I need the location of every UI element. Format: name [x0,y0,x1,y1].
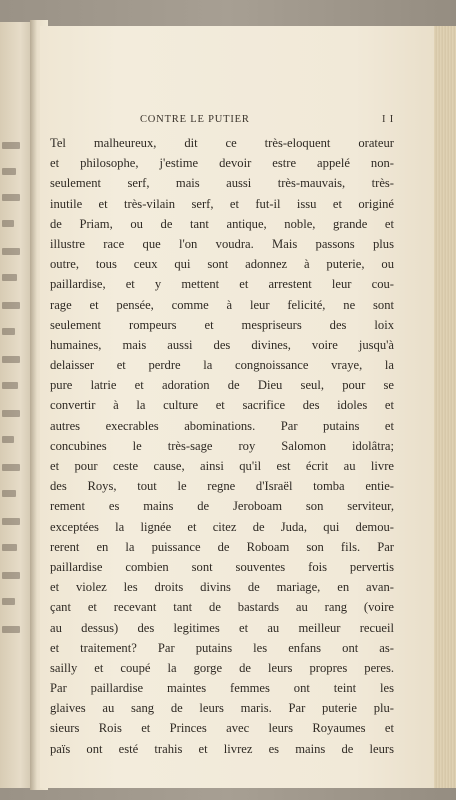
text-line: païs ont esté trahis et livrez es mains de leurs [50,741,394,756]
text-line: pure latrie et adoration de Dieu seul, pour se [50,378,394,393]
page-number: I I [381,114,394,125]
text-line: paillardise combien sont souventes fois pervertis [50,559,394,574]
bleed-through-text [2,356,20,363]
text-line: et traitement? Par putains les enfans ont as- [50,640,394,655]
bleed-through-text [2,598,15,605]
text-line: paillardise, et y mettent et arrestent leur cou- [50,277,394,292]
bleed-through-text [2,464,20,471]
bleed-through-text [2,248,20,255]
text-line: sieurs Rois et Princes avec leurs Royaumes et [50,721,394,736]
text-line: outre, tous ceux qui sont adonnez à puterie, ou [50,257,394,272]
bleed-through-text [2,626,20,633]
bleed-through-text [2,544,17,551]
text-line: Par paillardise maintes femmes ont teint les [50,681,394,696]
bleed-through-text [2,572,20,579]
text-line: autres execrables abominations. Par putains et [50,418,394,433]
bleed-through-text [2,410,20,417]
text-line: de Priam, ou de tant antique, noble, grande et [50,216,394,231]
text-line: et violez les droits divins de mariage, en avan- [50,580,394,595]
bleed-through-text [2,194,20,201]
bleed-through-text [2,142,20,149]
text-line: delaisser et perdre la congnoissance vraye, la [50,358,394,373]
running-title: CONTRE LE PUTIER [140,114,250,125]
text-line: exceptées la lignée et citez de Juda, qui demou- [50,519,394,534]
bleed-through-text [2,490,16,497]
text-line: seulement rompeurs et mespriseurs des loix [50,317,394,332]
text-line: sailly et coupé la gorge de leurs propres peres. [50,660,394,675]
body-text [50,133,394,759]
bleed-through-text [2,302,20,309]
text-line: des Roys, tout le regne d'Israël tomba entie- [50,479,394,494]
running-head [50,114,394,130]
page-block-edge [434,26,456,788]
text-line: humaines, mais aussi des divines, voire jusqu'à [50,337,394,352]
bleed-through-text [2,518,20,525]
bleed-through-text [2,436,14,443]
bleed-through-text [2,382,18,389]
text-line: çant et recevant tant de bastards au rang (voire [50,600,394,615]
text-line: glaives au sang de leurs maris. Par puterie plu- [50,701,394,716]
text-line: rage et pensée, comme à leur felicité, ne sont [50,297,394,312]
bleed-through-text [2,168,16,175]
text-line: Tel malheureux, dit ce très-eloquent orateur [50,136,394,150]
text-line: au dessus) des legitimes et au meilleur recueil [50,620,394,635]
text-line: seulement serf, mais aussi très-mauvais, très- [50,176,394,191]
text-line: concubines le très-sage roy Salomon idolâtra; [50,438,394,453]
text-line: rement es mains de Jeroboam son serviteur, [50,499,394,514]
text-line: inutile et très-vilain serf, et fut-il issu et originé [50,196,394,211]
bleed-through-text [2,274,17,281]
text-line: et pour ceste cause, ainsi qu'il est écrit au livre [50,459,394,473]
text-line: rerent en la puissance de Roboam son fils. Par [50,539,394,554]
text-line: convertir à la culture et sacrifice des idoles et [50,398,394,413]
facing-page-edge [0,22,34,788]
text-line: et philosophe, j'estime devoir estre appelé non- [50,156,394,171]
bleed-through-text [2,220,14,227]
bleed-through-text [2,328,15,335]
text-line: illustre race que l'on voudra. Mais passons plus [50,236,394,251]
